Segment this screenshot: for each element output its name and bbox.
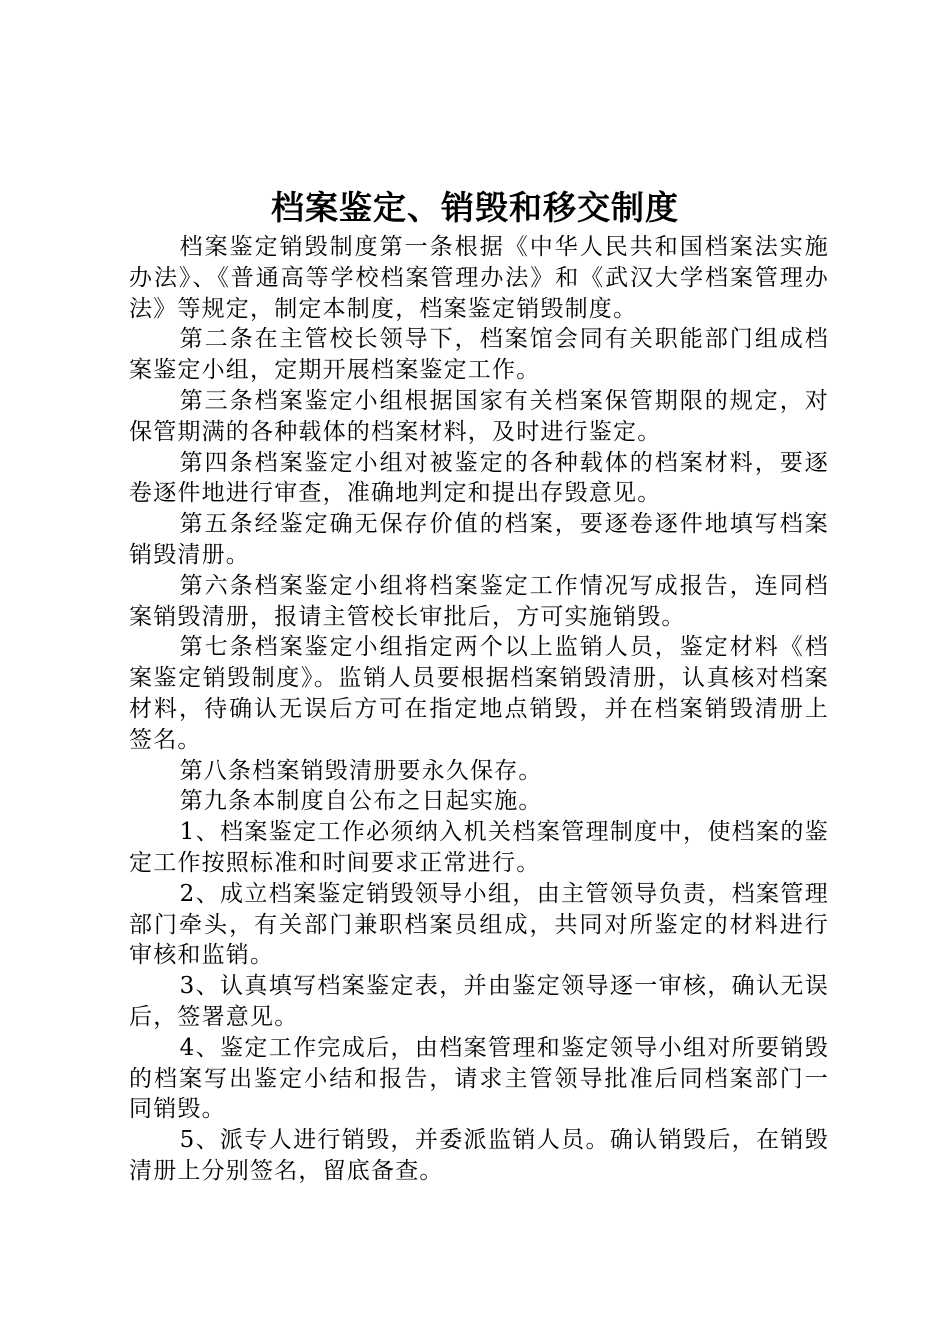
paragraph-article-2: 第二条在主管校长领导下，档案馆会同有关职能部门组成档案鉴定小组，定期开展档案鉴定工作。 (129, 326, 829, 384)
paragraph-item-3: 3、认真填写档案鉴定表，并由鉴定领导逐一审核，确认无误后，签署意见。 (129, 973, 829, 1030)
paragraph-item-1: 1、档案鉴定工作必须纳入机关档案管理制度中，使档案的鉴定工作按照标准和时间要求正常进行。 (129, 819, 829, 876)
document-body (129, 232, 829, 1187)
paragraph-article-1: 档案鉴定销毁制度第一条根据《中华人民共和国档案法实施办法》、《普通高等学校档案管理办法》和《武汉大学档案管理办法》等规定，制定本制度，档案鉴定销毁制度。 (129, 234, 829, 322)
paragraph-article-7: 第七条档案鉴定小组指定两个以上监销人员，鉴定材料《档案鉴定销毁制度》。监销人员要根据档案销毁清册，认真核对档案材料，待确认无误后方可在指定地点销毁，并在档案销毁清册上签名。 (129, 634, 829, 753)
paragraph-article-9: 第九条本制度自公布之日起实施。 (179, 788, 543, 815)
paragraph-article-5: 第五条经鉴定确无保存价值的档案，要逐卷逐件地填写档案销毁清册。 (129, 511, 829, 568)
document-title: 档案鉴定、销毁和移交制度 (271, 188, 679, 227)
paragraph-article-6: 第六条档案鉴定小组将档案鉴定工作情况写成报告，连同档案销毁清册，报请主管校长审批后，方可实施销毁。 (129, 572, 829, 630)
paragraph-article-4: 第四条档案鉴定小组对被鉴定的各种载体的档案材料，要逐卷逐件地进行审查，准确地判定和提出存毁意见。 (129, 449, 829, 507)
paragraph-article-8: 第八条档案销毁清册要永久保存。 (179, 757, 543, 784)
paragraph-item-4: 4、鉴定工作完成后，由档案管理和鉴定领导小组对所要销毁的档案写出鉴定小结和报告，请求主管领导批准后同档案部门一同销毁。 (129, 1034, 829, 1123)
paragraph-item-2: 2、成立档案鉴定销毁领导小组，由主管领导负责，档案管理部门牵头，有关部门兼职档案员组成，共同对所鉴定的材料进行审核和监销。 (129, 880, 829, 969)
paragraph-item-5: 5、派专人进行销毁，并委派监销人员。确认销毁后，在销毁清册上分别签名，留底备查。 (129, 1127, 829, 1184)
paragraph-article-3: 第三条档案鉴定小组根据国家有关档案保管期限的规定，对保管期满的各种载体的档案材料，及时进行鉴定。 (129, 387, 829, 445)
